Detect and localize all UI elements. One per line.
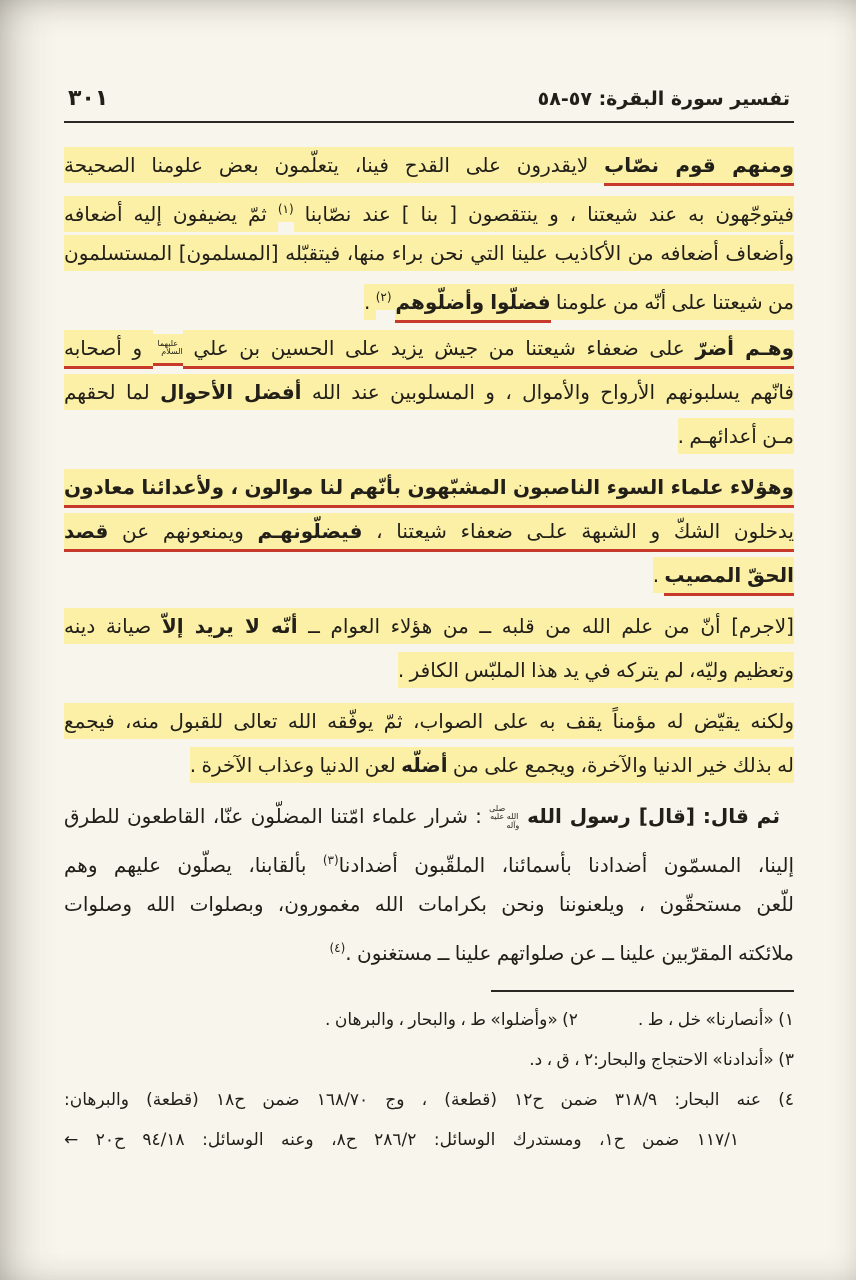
honorific-mark: صلى الله عليه وآله xyxy=(489,803,520,830)
text-segment: ومنهم قوم نصّاب xyxy=(604,147,794,186)
footnote-marker: (٢) xyxy=(376,284,396,310)
text-segment: فيضلّونهـم xyxy=(258,513,363,552)
text-segment: إلينا، المسمّون أضدادنا بأسمائنا، الملقّبون أضدادنا xyxy=(338,853,795,877)
text-segment: [لاجرم] أنّ من علم الله من قلبه ــ من هؤلاء العوام ــ xyxy=(298,608,794,644)
page-header xyxy=(64,86,794,111)
paragraph xyxy=(64,699,794,787)
paragraph xyxy=(64,326,794,458)
text-line xyxy=(64,187,794,231)
text-segment: ثم قال: [قال] رسول الله xyxy=(519,804,781,828)
text-line xyxy=(64,648,794,692)
footnote-separator xyxy=(491,990,794,992)
text-segment: يدخلون الشكّ و الشبهة علـى ضعفاء شيعتنا ، xyxy=(362,513,794,552)
text-segment: وأضعاف أضعافه من الأكاذيب علينا التي نحن براء منها، فيتقبّله [المسلمون] المستسلمون xyxy=(64,235,794,271)
text-segment: أنّه لا يريد إلاّ xyxy=(162,608,298,644)
text-line xyxy=(64,699,794,743)
footnote-4-line-1: ٤) عنه البحار: ٣١٨/٩ ضمن ح١٢ (قطعة) ، وج ١٦٨/٧٠ ضمن ح١٨ (قطعة) والبرهان: xyxy=(64,1090,794,1110)
footnote-3: ٣) «أندادنا» الاحتجاج والبحار:٢ ، ق ، د. xyxy=(529,1050,794,1070)
text-segment: ثمّ يضيفون إليه أضعافه xyxy=(64,196,278,232)
text-segment: من شيعتنا على أنّه من علومنا xyxy=(551,284,794,320)
text-segment: . xyxy=(364,284,376,320)
paragraph xyxy=(64,143,794,319)
text-segment: لما لحقهم xyxy=(64,374,160,410)
text-line xyxy=(64,465,794,509)
footnote-marker: (٤) xyxy=(329,941,346,955)
text-segment: بألقابنا، يصلّون عليهم وهم xyxy=(64,853,323,877)
text-segment: لايقدرون على القدح فينا، يتعلّمون بعض علومنا الصحيحة xyxy=(64,147,604,183)
text-segment: أفضل الأحوال xyxy=(160,374,301,410)
footnote-marker: (٣) xyxy=(322,853,339,867)
text-segment: فيتوجّهون به عند شيعتنا ، و ينتقصون [ بنا ] عند نصّابنا xyxy=(294,196,794,232)
text-segment: ملائكته المقرّبين علينا ــ عن صلواتهم علينا ــ مستغنون . xyxy=(345,941,794,965)
text-segment: لعن الدنيا وعذاب الآخرة . xyxy=(190,747,401,783)
text-segment: قصد xyxy=(64,513,108,552)
text-segment: للّعن مستحقّون ، ويلعنوننا ونحن بكرامات الله مغمورون، وبصلوات الله وصلوات xyxy=(64,892,794,916)
paragraph xyxy=(64,794,794,970)
body-text xyxy=(64,143,794,970)
text-segment: وتعظيم وليّه، لم يتركه في يد هذا الملبّس الكافر . xyxy=(398,652,794,688)
text-line xyxy=(64,143,794,187)
honorific-mark: عليهما السلام xyxy=(153,334,183,366)
text-line xyxy=(64,275,794,319)
text-line xyxy=(64,794,794,838)
footnote-row xyxy=(64,1000,794,1040)
footnotes xyxy=(64,1000,794,1160)
text-segment: فضلّوا وأضلّوهم xyxy=(395,284,550,323)
text-line xyxy=(64,370,794,414)
text-line xyxy=(64,553,794,597)
text-segment: أضلّه xyxy=(401,747,447,783)
footnote-2: ٢) «وأضلوا» ط ، والبحار ، والبرهان . xyxy=(325,1010,578,1030)
text-segment: ولكنه يقيّض له مؤمناً يقف به على الصواب، ثمّ يوفّقه الله تعالى للقبول منه، فيجمع xyxy=(64,703,794,739)
text-segment: صيانة دينه xyxy=(64,608,162,644)
text-segment: على ضعفاء شيعتنا من جيش يزيد على الحسين بن علي xyxy=(183,330,696,369)
text-segment: له بذلك خير الدنيا والآخرة، ويجمع على من xyxy=(448,747,794,783)
page-number: ٣٠١ xyxy=(68,86,109,111)
text-segment: فانّهم يسلبونهم الأرواح والأموال ، و المسلوبين عند الله xyxy=(302,374,794,410)
text-line xyxy=(64,326,794,370)
text-segment: و أصحابه xyxy=(64,330,153,369)
header-rule xyxy=(64,121,794,123)
header-title: تفسير سورة البقرة: ٥٧-٥٨ xyxy=(537,88,790,110)
text-segment: وهؤلاء علماء السوء الناصبون المشبّهون بأنّهم لنا موالون ، ولأعدائنا معادون xyxy=(64,469,794,508)
footnote-1: ١) «أنصارنا» خل ، ط . xyxy=(637,1010,794,1030)
text-line xyxy=(64,838,794,882)
text-line xyxy=(64,743,794,787)
page-content xyxy=(64,86,794,1160)
text-segment: وهـم أضرّ xyxy=(695,330,794,369)
paragraph xyxy=(64,465,794,597)
text-line xyxy=(64,926,794,970)
text-segment: الحقّ المصيب xyxy=(664,557,794,596)
footnote-marker: (١) xyxy=(278,196,294,222)
text-line xyxy=(64,604,794,648)
paragraph xyxy=(64,604,794,692)
text-line xyxy=(64,231,794,275)
text-line xyxy=(64,414,794,458)
text-line xyxy=(64,509,794,553)
text-segment: مـن أعدائهـم . xyxy=(678,418,794,454)
footnote-4-line-2: ١١٧/١ ضمن ح١، ومستدرك الوسائل: ٢٨٦/٢ ح٨، وعنه الوسائل: ٩٤/١٨ ح٢٠ ← xyxy=(64,1130,739,1150)
text-segment: . xyxy=(653,557,665,593)
text-segment: ويمنعونهم عن xyxy=(108,513,257,552)
text-segment: : شرار علماء امّتنا المضلّون عنّا، القاطعون للطرق xyxy=(64,804,490,828)
text-line xyxy=(64,882,794,926)
